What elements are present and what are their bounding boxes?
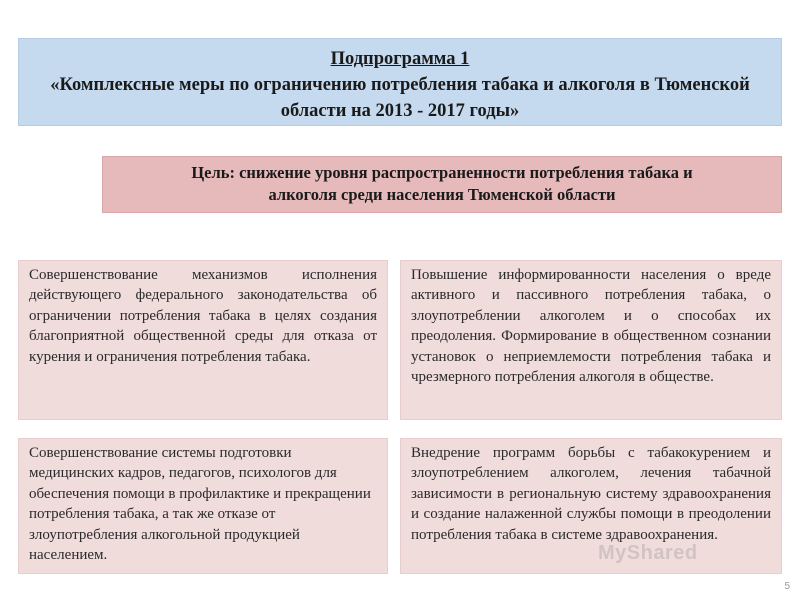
watermark: MyShared <box>598 542 698 564</box>
measure-card-2: Повышение информированности населения о вреде активного и пассивного потребления табака, о злоупотреблении алкоголем и о способах их преодоления. Формирование в общественном сознании установок о неприемлемости потребления табака и чрезмерного потребления алкоголя в обществе. <box>400 260 782 420</box>
measure-card-1: Совершенствование механизмов исполнения действующего федерального законодательства об ограничении потребления табака в целях создания благоприятной общественной среды для отказа от курения и ограничения потребления табака. <box>18 260 388 420</box>
goal-box: Цель: снижение уровня распространенности потребления табака и алкоголя среди населения Тюменской области <box>102 156 782 213</box>
page-title: Подпрограмма 1 <box>330 49 470 69</box>
measure-card-3: Совершенствование системы подготовки медицинских кадров, педагогов, психологов для обеспечения помощи в профилактике и прекращении потребления табака, а так же отказе от злоупотребления алкогольной продукцией населением. <box>18 438 388 574</box>
page-subtitle: «Комплексные меры по ограничению потребления табака и алкоголя в Тюменской области на 2013 - 2017 годы» <box>50 75 750 121</box>
page-number: 5 <box>784 581 790 592</box>
header-box <box>18 38 782 126</box>
measure-card-4: Внедрение программ борьбы с табакокурением и злоупотреблением алкоголем, лечения табачной зависимости в региональную систему здравоохранения и создание налаженной службы помощи в преодолении потребления табака в системе здравоохранения. <box>400 438 782 574</box>
